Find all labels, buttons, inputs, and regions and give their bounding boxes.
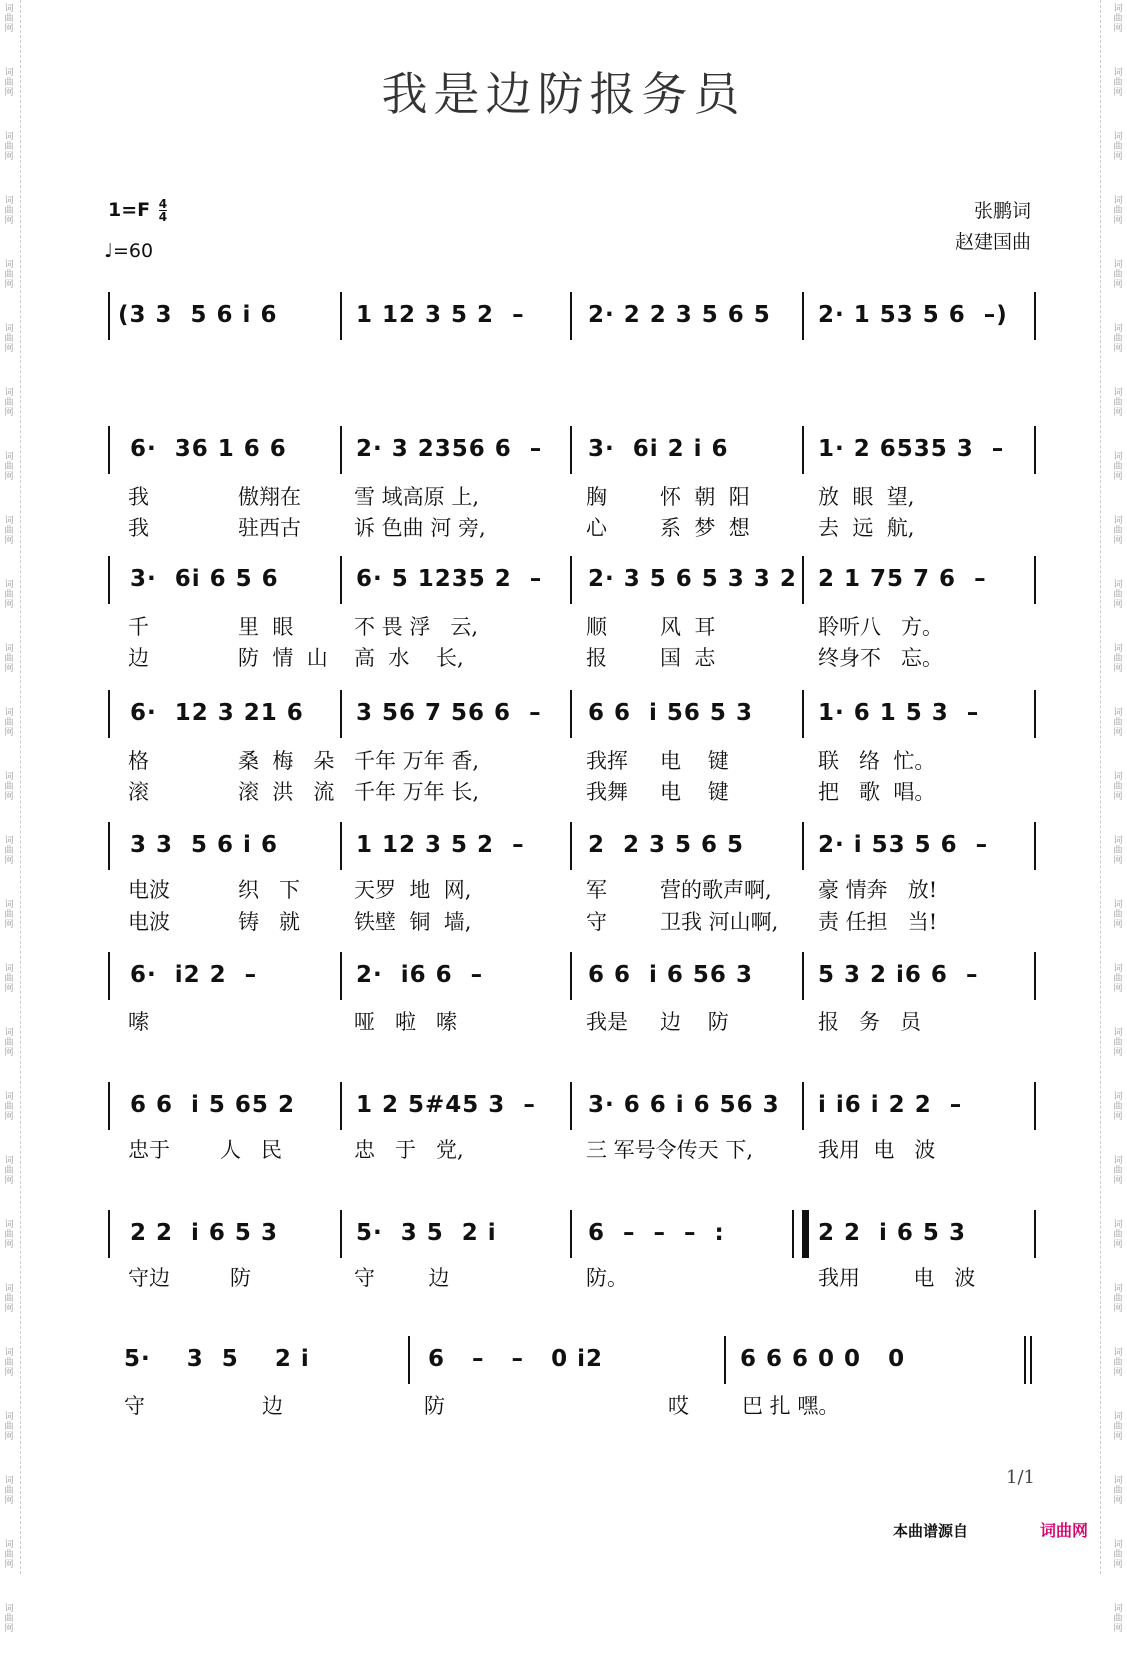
lyricist-credit: 张鹏词 [973,200,1031,222]
lyric-text: 电波 [128,878,170,902]
lyric-text: 天罗 地 网, [354,878,472,902]
right-margin-line [1100,0,1101,1574]
lyric-text: 滚 洪 流 [238,780,335,804]
measure-notes: 6 6 6 0 0 0 [740,1346,906,1372]
lyric-text: 防 情 山 [238,646,328,670]
measure-notes: 2 2 3 5 6 5 [588,832,745,858]
lyric-text: 诉 色曲 河 旁, [354,516,486,540]
source-note: 本曲谱源自 [893,1522,969,1540]
lyric-text: 边 [262,1394,283,1418]
lyric-text: 守 [124,1394,145,1418]
lyric-text: 傲翔在 [238,485,301,509]
bar-line [340,690,342,738]
key-text: 1=F [108,199,151,221]
measure-notes: 5· 3 5 2 i [356,1220,497,1246]
measure-notes: 2· 1 53 5 6 –) [818,302,1008,328]
bar-line [408,1336,410,1384]
lyric-text: 终身不 忘。 [818,646,944,670]
bar-line [570,1082,572,1130]
measure-notes: i i6 i 2 2 – [818,1092,963,1118]
measure-notes: 3 56 7 56 6 – [356,700,542,726]
bar-line [1034,426,1036,474]
lyric-text: 豪 情奔 放! [818,878,938,902]
lyric-text: 守 边 [354,1266,450,1290]
measure-notes: (3 3 5 6 i 6 [118,302,278,328]
bar-line [802,690,804,738]
final-bar-line [1024,1336,1032,1384]
bar-line [570,556,572,604]
lyric-text: 千年 万年 长, [354,780,480,804]
bar-line [108,556,110,604]
bar-line [570,822,572,870]
lyric-text: 报 [586,646,607,670]
lyric-text: 嗦 [128,1010,149,1034]
lyric-text: 聆听八 方。 [818,615,944,639]
bar-line [724,1336,726,1384]
time-bottom: 4 [158,210,168,224]
lyric-text: 千年 万年 香, [354,749,480,773]
bar-line [340,822,342,870]
bar-line [108,426,110,474]
measure-notes: 1 12 3 5 2 – [356,832,525,858]
measure-notes: 3 3 5 6 i 6 [130,832,278,858]
lyric-text: 电 键 [660,780,729,804]
bar-line [1034,292,1036,340]
page-number: 1/1 [1006,1467,1035,1488]
bar-line [802,292,804,340]
measure-notes: 6· 36 1 6 6 [130,436,287,462]
bar-line [802,556,804,604]
bar-line [108,952,110,1000]
measure-notes: 2 2 i 6 5 3 [130,1220,278,1246]
bar-line [108,292,110,340]
lyric-text: 联 络 忙。 [818,749,936,773]
measure-notes: 2 2 i 6 5 3 [818,1220,966,1246]
lyric-text: 我舞 [586,780,628,804]
bar-line [1034,952,1036,1000]
measure-notes: 2· i6 6 – [356,962,484,988]
bar-line [570,292,572,340]
brand-logo: 词曲网 [1040,1521,1089,1540]
measure-notes: 1· 6 1 5 3 – [818,700,980,726]
lyric-text: 胸 [586,485,607,509]
lyric-text: 防 [230,1266,251,1290]
measure-notes: 6· 12 3 21 6 [130,700,304,726]
measure-notes: 6 6 i 6 56 3 [588,962,753,988]
bar-line [340,292,342,340]
lyric-text: 风 耳 [660,615,716,639]
measure-notes: 2· 3 2356 6 – [356,436,543,462]
measure-notes: 2· i 53 5 6 – [818,832,989,858]
left-margin-line [20,0,21,1574]
lyric-text: 格 [128,749,149,773]
lyric-text: 把 歌 唱。 [818,780,936,804]
repeat-sign [792,1210,809,1258]
lyric-text: 卫我 河山啊, [660,910,779,934]
lyric-text: 桑 梅 朵 [238,749,335,773]
bar-line [1034,690,1036,738]
measure-notes: 5 3 2 i6 6 – [818,962,979,988]
bar-line [1034,1210,1036,1258]
measure-notes: 6 – – – : [588,1220,725,1246]
lyric-text: 守 [586,910,607,934]
bar-line [340,1210,342,1258]
lyric-text: 不 畏 浮 云, [354,615,479,639]
lyric-text: 国 志 [660,646,716,670]
lyric-text: 我用 电 波 [818,1266,976,1290]
lyric-text: 我挥 [586,749,628,773]
bar-line [802,1082,804,1130]
bar-line [802,822,804,870]
bar-line [340,1082,342,1130]
time-signature [159,198,167,223]
lyric-text: 边 防 [660,1010,729,1034]
bar-line [340,426,342,474]
lyric-text: 放 眼 望, [818,485,915,509]
bar-line [570,1210,572,1258]
bar-line [1034,556,1036,604]
measure-notes: 2· 3 5 6 5 3 3 2 [588,566,797,592]
lyric-text: 忠于 [128,1138,170,1162]
lyric-text: 防 [424,1394,445,1418]
page-title: 我是边防报务员 [381,67,746,121]
measure-notes: 1 2 5#45 3 – [356,1092,536,1118]
lyric-text: 我用 电 波 [818,1138,936,1162]
lyric-text: 系 梦 想 [660,516,750,540]
measure-notes: 6· 5 1235 2 – [356,566,543,592]
bar-line [1034,822,1036,870]
bar-line [1034,1082,1036,1130]
lyric-text: 电波 [128,910,170,934]
measure-notes: 6 6 i 56 5 3 [588,700,753,726]
lyric-text: 防。 [586,1266,628,1290]
lyric-text: 哑 啦 嗦 [354,1010,458,1034]
measure-notes: 3· 6i 6 5 6 [130,566,279,592]
measure-notes: 2· 2 2 3 5 6 5 [588,302,771,328]
bar-line [570,952,572,1000]
lyric-text: 顺 [586,615,607,639]
lyric-text: 人 民 [220,1138,283,1162]
lyric-text: 哎 [668,1394,689,1418]
measure-notes: 3· 6 6 i 6 56 3 [588,1092,780,1118]
bar-line [108,1082,110,1130]
measure-notes: 1· 2 6535 3 – [818,436,1005,462]
measure-notes: 6 – – 0 i2 [428,1346,603,1372]
bar-line [570,426,572,474]
lyric-text: 高 水 长, [354,646,464,670]
lyric-text: 我 [128,516,149,540]
bar-line [340,556,342,604]
measure-notes: 5· 3 5 2 i [124,1346,310,1372]
lyric-text: 报 务 员 [818,1010,922,1034]
lyric-text: 铁壁 铜 墙, [354,910,472,934]
lyric-text: 营的歌声啊, [660,878,772,902]
lyric-text: 三 军号令传天 下, [586,1138,754,1162]
measure-notes: 6· i2 2 – [130,962,258,988]
watermark-left: 词 曲 网 词 曲 网 词 曲 网 词 曲 网 词 曲 网 词 曲 网 词 曲 网 词 曲 网 词 曲 网 词 曲 网 词 曲 网 词 曲 网 词 曲 网 词 曲 网 词 曲 网 词 曲 网 词 曲 网 词 曲 网 词 曲 网 词 曲 网 词 曲 网 词 曲 网 词 曲 网 词 曲 网 词 曲 网 词 曲 网 [4,4,14,1634]
bar-line [340,952,342,1000]
composer-credit: 赵建国曲 [954,231,1031,253]
bar-line [802,952,804,1000]
lyric-text: 驻西古 [238,516,301,540]
lyric-text: 铸 就 [238,910,301,934]
lyric-text: 去 远 航, [818,516,915,540]
measure-notes: 2 1 75 7 6 – [818,566,987,592]
lyric-text: 守边 [128,1266,170,1290]
lyric-text: 军 [586,878,607,902]
bar-line [108,822,110,870]
lyric-text: 忠 于 党, [354,1138,464,1162]
bar-line [108,1210,110,1258]
lyric-text: 责 任担 当! [818,910,938,934]
lyric-text: 边 [128,646,149,670]
time-top: 4 [158,197,168,211]
key-signature [108,198,167,223]
bar-line [802,426,804,474]
bar-line [108,690,110,738]
lyric-text: 我是 [586,1010,628,1034]
lyric-text: 怀 朝 阳 [660,485,750,509]
bar-line [570,690,572,738]
lyric-text: 电 键 [660,749,729,773]
lyric-text: 心 [586,516,607,540]
lyric-text: 织 下 [238,878,301,902]
lyric-text: 我 [128,485,149,509]
measure-notes: 6 6 i 5 65 2 [130,1092,295,1118]
tempo-mark: ♩=60 [104,240,154,262]
measure-notes: 3· 6i 2 i 6 [588,436,729,462]
lyric-text: 滚 [128,780,149,804]
lyric-text: 千 [128,615,149,639]
measure-notes: 1 12 3 5 2 – [356,302,525,328]
watermark-right: 词 曲 网 词 曲 网 词 曲 网 词 曲 网 词 曲 网 词 曲 网 词 曲 网 词 曲 网 词 曲 网 词 曲 网 词 曲 网 词 曲 网 词 曲 网 词 曲 网 词 曲 网 词 曲 网 词 曲 网 词 曲 网 词 曲 网 词 曲 网 词 曲 网 词 曲 网 词 曲 网 词 曲 网 词 曲 网 词 曲 网 [1113,4,1123,1634]
lyric-text: 里 眼 [238,615,294,639]
lyric-text: 巴 扎 嘿。 [742,1394,840,1418]
lyric-text: 雪 域高原 上, [354,485,480,509]
